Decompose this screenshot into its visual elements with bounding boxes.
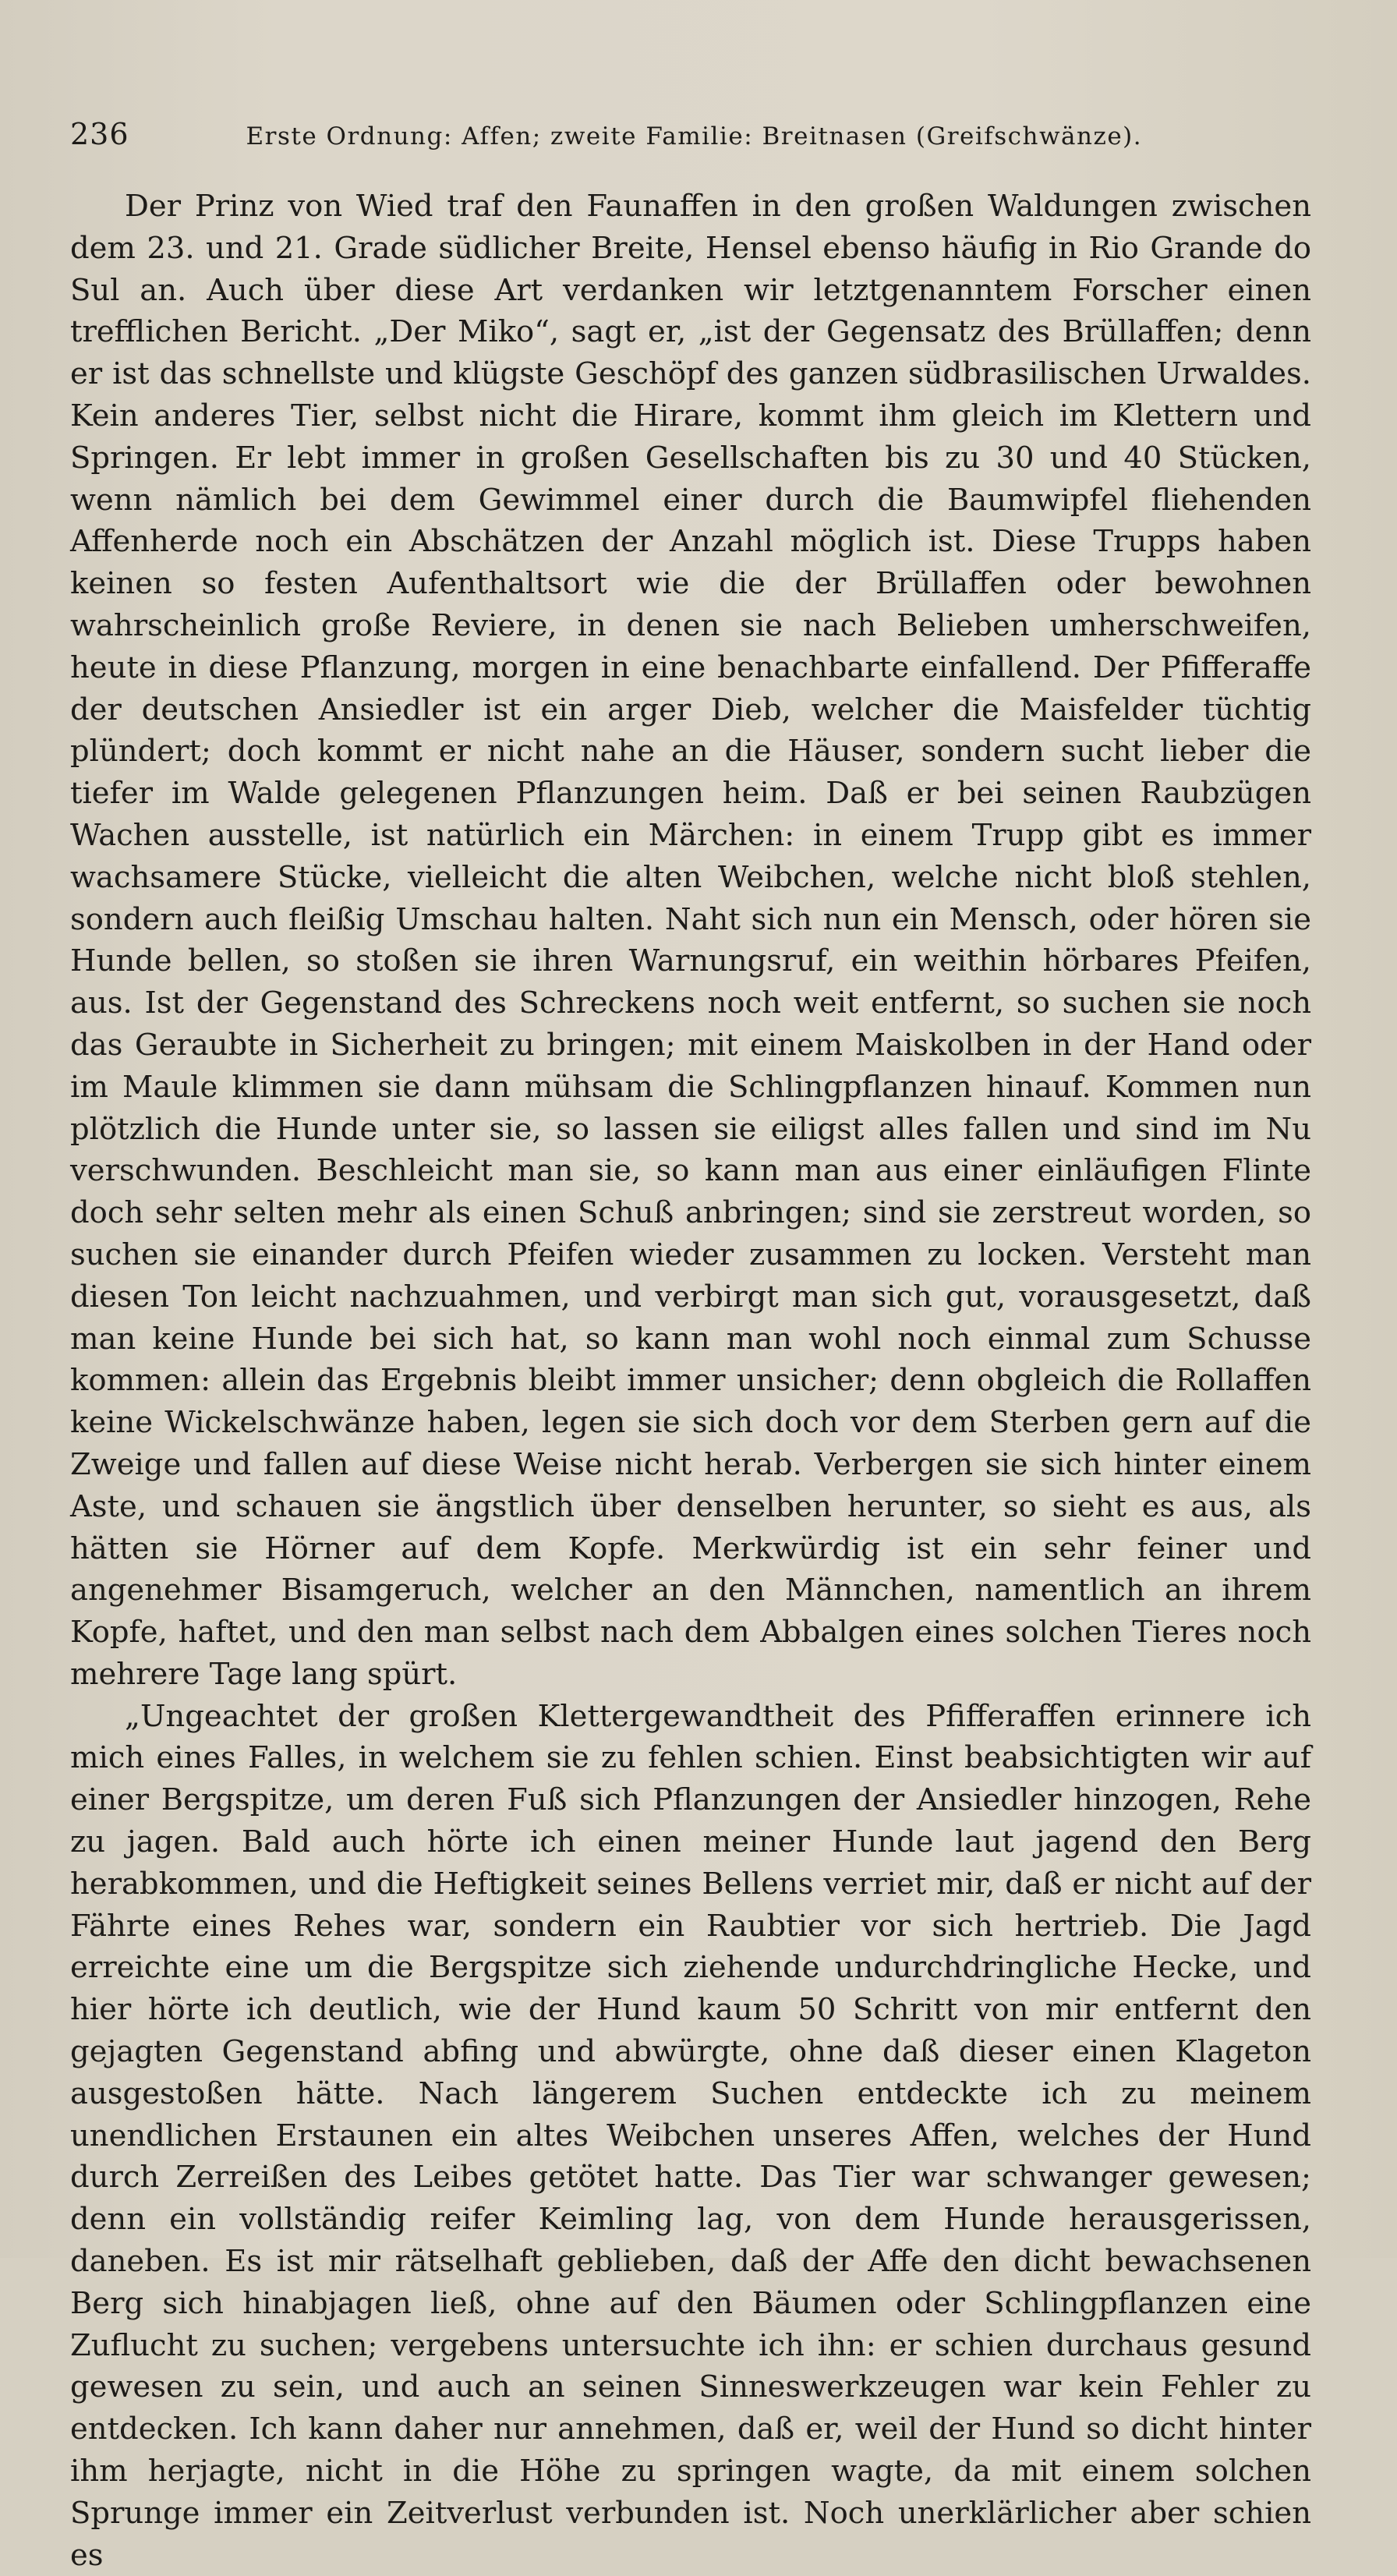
running-head <box>70 117 1311 151</box>
body-text <box>70 186 1311 2576</box>
paragraph: Der Prinz von Wied traf den Faunaffen in den großen Waldungen zwischen dem 23. und 21. Grade südlicher Breite, Hensel ebenso häufig in Rio Grande do Sul an. Auch über diese Art verdanken wir letztgenanntem Forscher einen trefflichen Bericht. „Der Miko“, sagt er, „ist der Gegensatz des Brüllaffen; denn er ist das schnellste und klügste Geschöpf des ganzen südbrasilischen Urwaldes. Kein anderes Tier, selbst nicht die Hirare, kommt ihm gleich im Klettern und Springen. Er lebt immer in großen Gesellschaften bis zu 30 und 40 Stücken, wenn nämlich bei dem Gewimmel einer durch die Baumwipfel fliehenden Affenherde noch ein Abschätzen der Anzahl möglich ist. Diese Trupps haben keinen so festen Aufenthaltsort wie die der Brüllaffen oder bewohnen wahrscheinlich große Reviere, in denen sie nach Belieben umherschweifen, heute in diese Pflanzung, morgen in eine benachbarte einfallend. Der Pfifferaffe der deutschen Ansiedler ist ein arger Dieb, welcher die Maisfelder tüchtig plündert; doch kommt er nicht nahe an die Häuser, sondern sucht lieber die tiefer im Walde gelegenen Pflanzungen heim. Daß er bei seinen Raubzügen Wachen ausstelle, ist natürlich ein Märchen: in einem Trupp gibt es immer wachsamere Stücke, vielleicht die alten Weibchen, welche nicht bloß stehlen, sondern auch fleißig Umschau halten. Naht sich nun ein Mensch, oder hören sie Hunde bellen, so stoßen sie ihren Warnungsruf, ein weithin hörbares Pfeifen, aus. Ist der Gegenstand des Schreckens noch weit entfernt, so suchen sie noch das Geraubte in Sicherheit zu bringen; mit einem Maiskolben in der Hand oder im Maule klimmen sie dann mühsam die Schlingpflanzen hinauf. Kommen nun plötzlich die Hunde unter sie, so lassen sie eiligst alles fallen und sind im Nu verschwunden. Beschleicht man sie, so kann man aus einer einläufigen Flinte doch sehr selten mehr als einen Schuß anbringen; sind sie zerstreut worden, so suchen sie einander durch Pfeifen wieder zusammen zu locken. Versteht man diesen Ton leicht nachzuahmen, und verbirgt man sich gut, vorausgesetzt, daß man keine Hunde bei sich hat, so kann man wohl noch einmal zum Schusse kommen: allein das Ergebnis bleibt immer unsicher; denn obgleich die Rollaffen keine Wickelschwänze haben, legen sie sich doch vor dem Sterben gern auf die Zweige und fallen auf diese Weise nicht herab. Verbergen sie sich hinter einem Aste, und schauen sie ängstlich über denselben herunter, so sieht es aus, als hätten sie Hörner auf dem Kopfe. Merkwürdig ist ein sehr feiner und angenehmer Bisamgeruch, welcher an den Männchen, namentlich an ihrem Kopfe, haftet, und den man selbst nach dem Abbalgen eines solchen Tieres noch mehrere Tage lang spürt. <box>70 189 1311 1692</box>
page-number: 236 <box>70 117 129 151</box>
paragraph: „Ungeachtet der großen Klettergewandtheit des Pfifferaffen erinnere ich mich eines Falles, in welchem sie zu fehlen schien. Einst beabsichtigten wir auf einer Bergspitze, um deren Fuß sich Pflanzungen der Ansiedler hinzogen, Rehe zu jagen. Bald auch hörte ich einen meiner Hunde laut jagend den Berg herabkommen, und die Heftigkeit seines Bellens verriet mir, daß er nicht auf der Fährte eines Rehes war, sondern ein Raubtier vor sich hertrieb. Die Jagd erreichte eine um die Bergspitze sich ziehende undurchdringliche Hecke, und hier hörte ich deutlich, wie der Hund kaum 50 Schritt von mir entfernt den gejagten Gegenstand abfing und abwürgte, ohne daß dieser einen Klageton ausgestoßen hätte. Nach längerem Suchen entdeckte ich zu meinem unendlichen Erstaunen ein altes Weibchen unseres Affen, welches der Hund durch Zerreißen des Leibes getötet hatte. Das Tier war schwanger gewesen; denn ein vollständig reifer Keimling lag, von dem Hunde herausgerissen, daneben. Es ist mir rätselhaft geblieben, daß der Affe den dicht bewachsenen Berg sich hinabjagen ließ, ohne auf den Bäumen oder Schlingpflanzen eine Zuflucht zu suchen; vergebens untersuchte ich ihn: er schien durchaus gesund gewesen zu sein, und auch an seinen Sinneswerkzeugen war kein Fehler zu entdecken. Ich kann daher nur annehmen, daß er, weil der Hund so dicht hinter ihm herjagte, nicht in die Höhe zu springen wagte, da mit einem solchen Sprunge immer ein Zeitverlust verbunden ist. Noch unerklärlicher aber schien es <box>70 1698 1311 2573</box>
running-head-title: Erste Ordnung: Affen; zweite Familie: Breitnasen (Greifschwänze). <box>246 122 1143 150</box>
